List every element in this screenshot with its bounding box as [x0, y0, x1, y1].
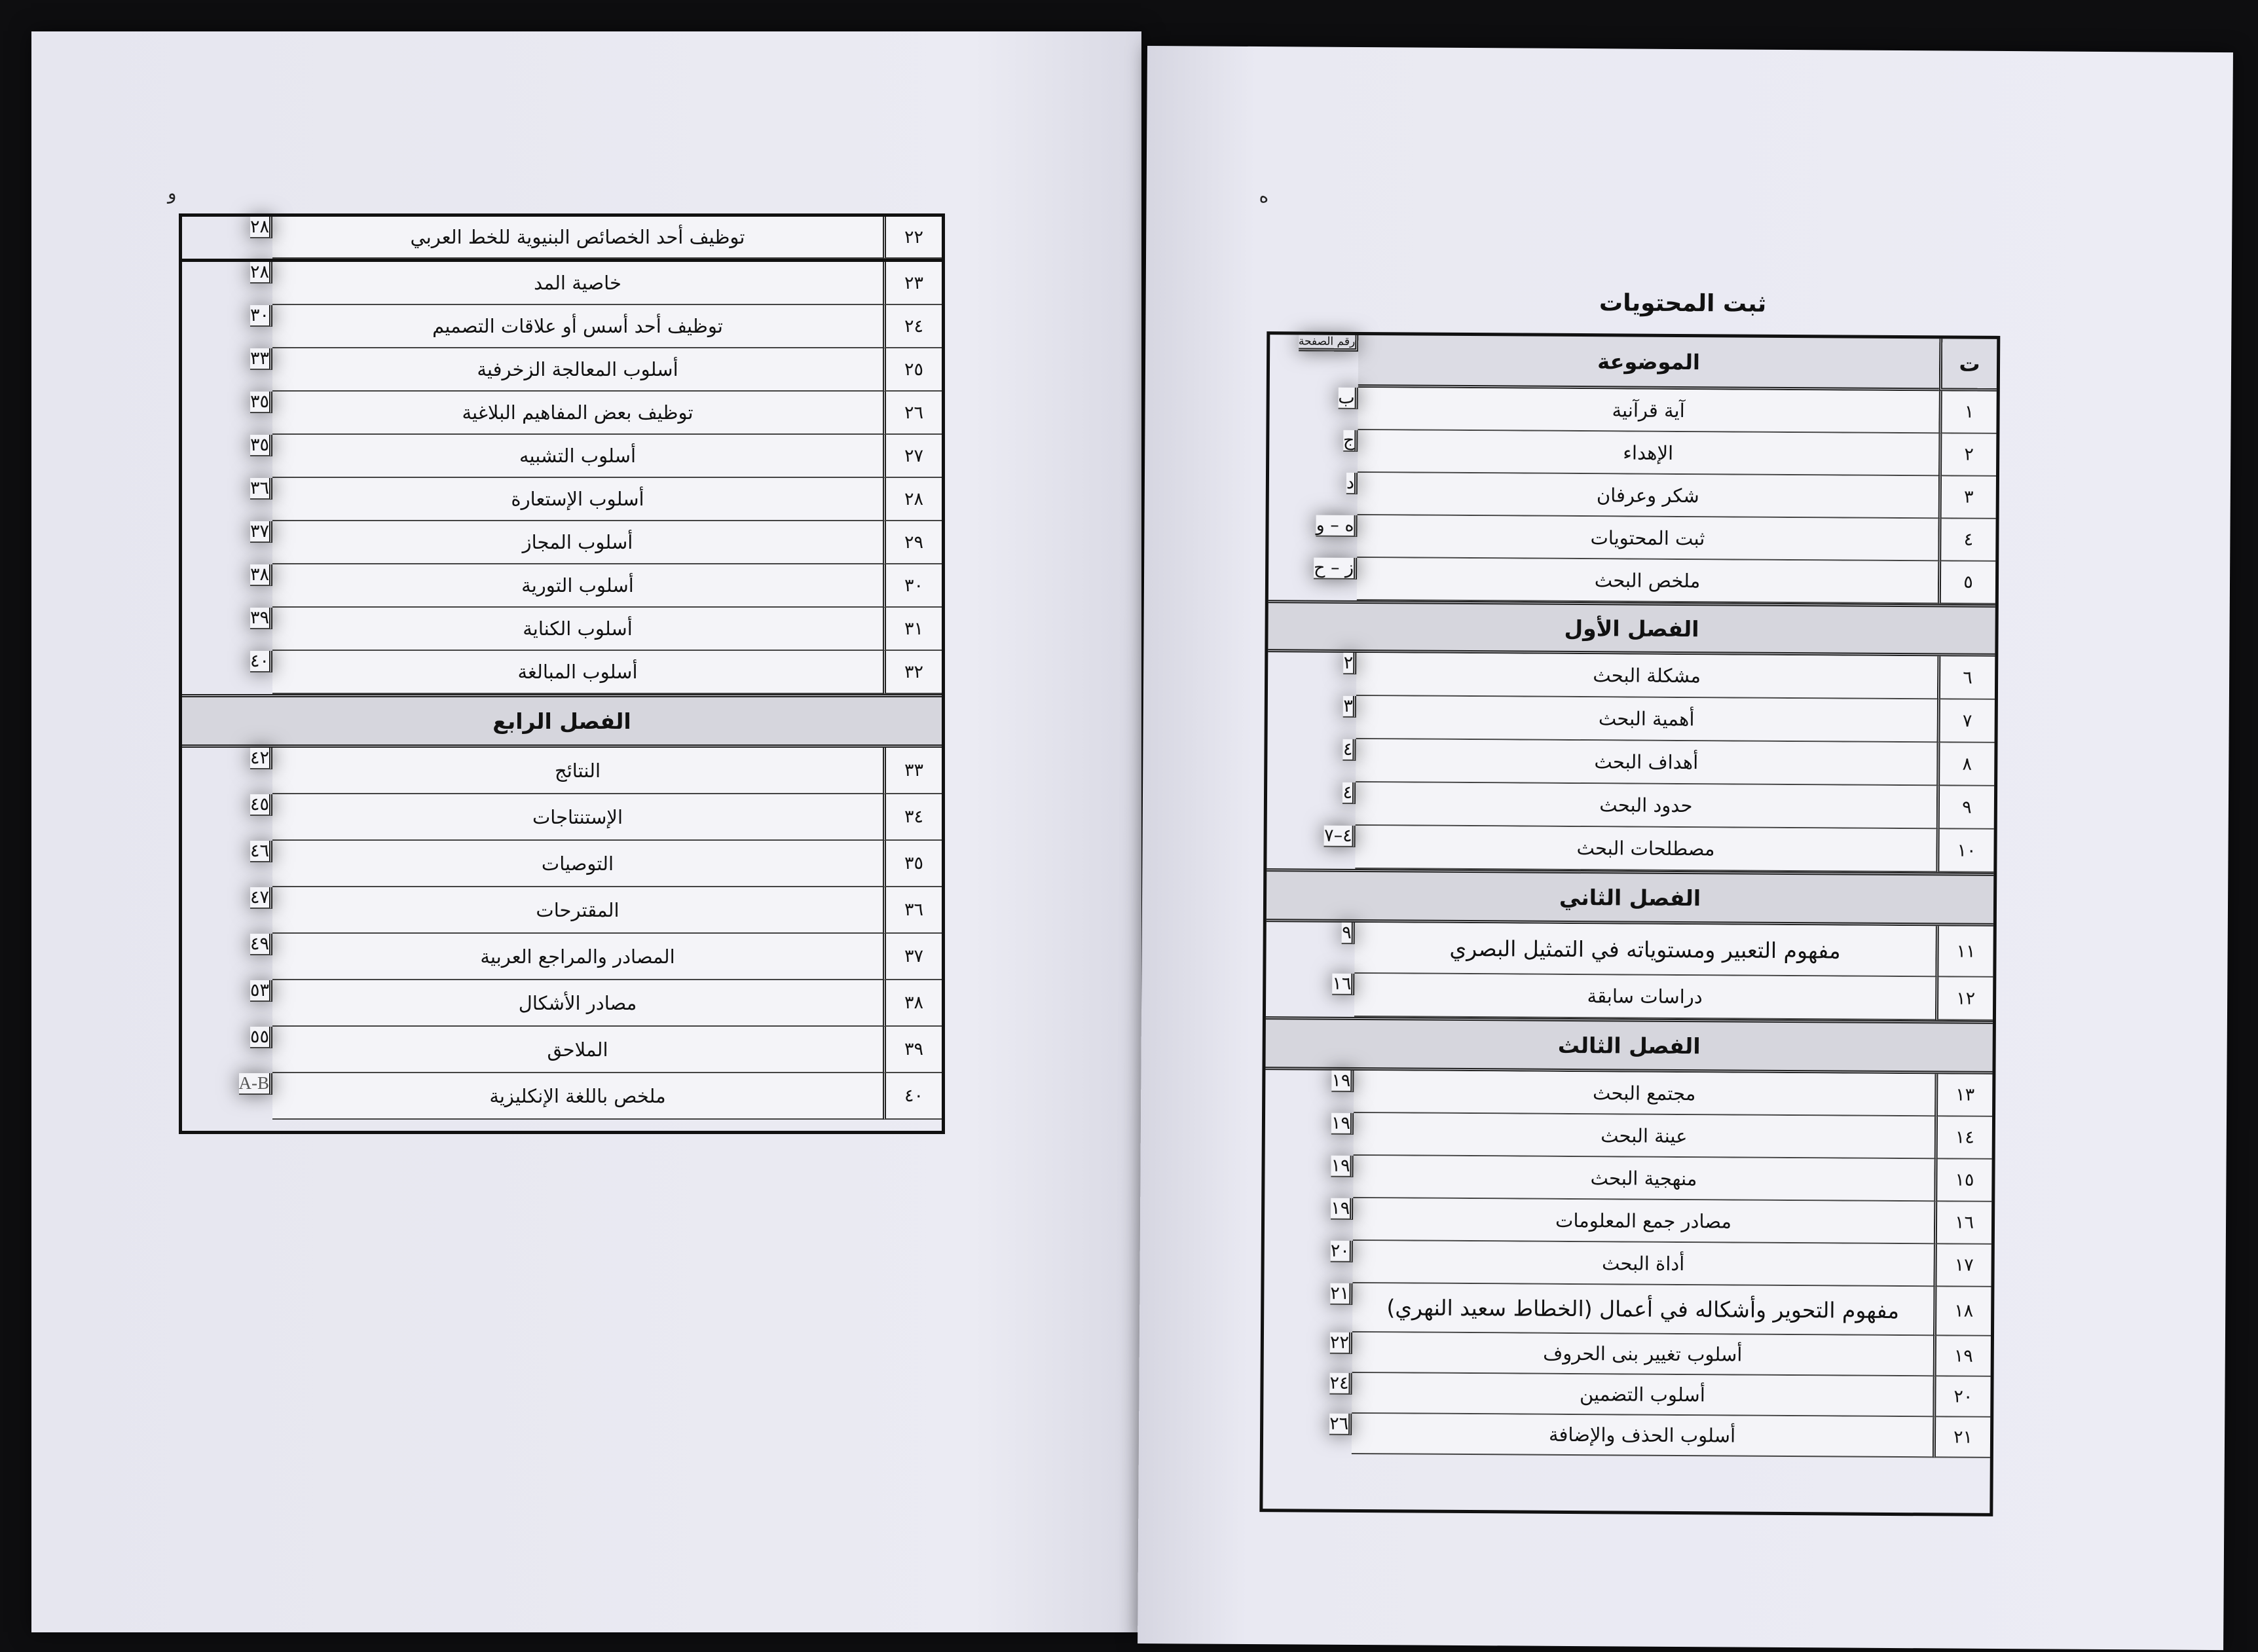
- row-number: ١٨: [1933, 1287, 1991, 1336]
- toc-row: [182, 478, 942, 521]
- row-topic: أسلوب المبالغة: [272, 651, 883, 694]
- row-topic: توظيف أحد الخصائص البنيوية للخط العربي: [272, 217, 883, 259]
- row-topic: أسلوب المعالجة الزخرفية: [272, 348, 883, 392]
- row-topic: أسلوب التشبيه: [272, 435, 883, 478]
- toc-table-right: [1263, 335, 1997, 1458]
- row-number: ٣٨: [883, 980, 942, 1027]
- row-number: ٢٤: [883, 305, 942, 348]
- toc-row: [182, 651, 942, 694]
- toc-table-left-block: [182, 262, 942, 1120]
- toc-row: [1263, 1372, 1990, 1418]
- row-page: ٢٤: [1329, 1373, 1352, 1395]
- row-number: ٢٨: [883, 478, 942, 521]
- row-topic: عينة البحث: [1354, 1113, 1934, 1159]
- header-page: رقم الصفحة: [1299, 335, 1359, 352]
- chapter-heading-row: [182, 694, 942, 748]
- toc-row: [1267, 739, 1994, 786]
- row-topic: آية قرآنية: [1358, 388, 1938, 433]
- row-page: ٢٨: [250, 262, 272, 284]
- row-page: ج: [1343, 430, 1358, 452]
- chapter-four-heading: الفصل الرابع: [182, 694, 942, 748]
- row-number: ٢٣: [883, 262, 942, 305]
- row-page: ٤٩: [250, 934, 272, 955]
- header-topic: الموضوعة: [1358, 335, 1939, 391]
- toc-row: [1269, 430, 1996, 477]
- row-number: ٢٩: [883, 521, 942, 564]
- row-topic: أهداف البحث: [1356, 739, 1936, 786]
- row-topic: شكر وعرفان: [1358, 473, 1938, 519]
- row-page: ب: [1338, 388, 1358, 409]
- row-number: ٥: [1938, 561, 1995, 604]
- row-topic: الملاحق: [272, 1027, 883, 1073]
- row-number: ٣٤: [883, 794, 942, 841]
- toc-row: [1268, 515, 1995, 562]
- row-page: ٣٣: [250, 348, 272, 370]
- row-page: ٢١: [1330, 1283, 1352, 1305]
- row-number: ٧: [1937, 699, 1995, 743]
- row-page: ٣٥: [250, 392, 272, 413]
- page-number-right: ه: [1259, 185, 1269, 208]
- chapter-one-heading: الفصل الأول: [1268, 600, 1995, 657]
- row-page: ه – و: [1316, 515, 1358, 537]
- row-topic: مفهوم التحوير وأشكاله في أعمال (الخطاط سعيد النهري): [1352, 1283, 1933, 1336]
- toc-row: [182, 348, 942, 392]
- row-number: ٣٩: [883, 1027, 942, 1073]
- row-number: ٣١: [883, 608, 942, 651]
- row-page: ١٩: [1331, 1113, 1354, 1135]
- page-number-left: و: [168, 182, 177, 204]
- row-page: ٤٢: [250, 748, 272, 769]
- row-number: ٨: [1936, 743, 1994, 786]
- row-topic: مشكلة البحث: [1356, 653, 1937, 699]
- row-topic: الإستنتاجات: [272, 794, 883, 841]
- toc-row: [1266, 922, 1993, 978]
- row-number: ٦: [1937, 656, 1995, 700]
- toc-row: [182, 521, 942, 564]
- row-topic: أسلوب الكناية: [272, 608, 883, 651]
- row-number: ١٣: [1934, 1074, 1992, 1117]
- row-number: ١٤: [1934, 1116, 1992, 1160]
- toc-row: [182, 262, 942, 305]
- row-topic: مصادر جمع المعلومات: [1353, 1198, 1934, 1244]
- toc-row: [1264, 1283, 1991, 1336]
- row-number: ٩: [1936, 786, 1994, 830]
- toc-row: [1265, 1070, 1992, 1117]
- toc-row: [1269, 472, 1996, 519]
- row-number: ٣٥: [883, 841, 942, 887]
- row-number: ٤: [1938, 519, 1995, 562]
- toc-row: [1265, 1112, 1992, 1160]
- toc-row: [182, 217, 942, 259]
- row-number: ١٢: [1935, 977, 1993, 1021]
- row-number: ٣٠: [883, 564, 942, 608]
- toc-row: [1268, 557, 1995, 604]
- row-number: ٣٢: [883, 651, 942, 694]
- toc-row: [182, 305, 942, 348]
- toc-row: [182, 435, 942, 478]
- toc-row: [1265, 1155, 1991, 1202]
- row-page: ٤: [1343, 739, 1356, 761]
- chapter-heading-row: [1265, 1016, 1992, 1074]
- toc-row: [1264, 1332, 1991, 1377]
- row-topic: توظيف أحد أسس أو علاقات التصميم: [272, 305, 883, 348]
- toc-row: [182, 841, 942, 887]
- toc-row: [182, 980, 942, 1027]
- row-topic: الإهداء: [1358, 430, 1938, 476]
- row-page: ١٦: [1332, 974, 1354, 995]
- row-page: ١٩: [1331, 1198, 1353, 1220]
- toc-row: [182, 1073, 942, 1120]
- left-page: [31, 31, 1141, 1632]
- row-topic: مصادر الأشكال: [272, 980, 883, 1027]
- row-page: ٢٨: [250, 217, 272, 238]
- row-topic: أسلوب التضمين: [1352, 1373, 1933, 1417]
- toc-row: [1267, 825, 1993, 873]
- row-page: ١٩: [1331, 1156, 1353, 1177]
- row-page: ٤٧: [250, 887, 272, 909]
- row-page: ٤٠: [250, 651, 272, 672]
- row-topic: المصادر والمراجع العربية: [272, 934, 883, 980]
- row-page: ز – ح: [1314, 558, 1357, 579]
- row-page: ٥٣: [250, 980, 272, 1002]
- row-topic: أسلوب المجاز: [272, 521, 883, 564]
- toc-row: [182, 1027, 942, 1073]
- row-page: ١٩: [1331, 1071, 1354, 1092]
- row-number: ٤٠: [883, 1073, 942, 1120]
- toc-row: [1263, 1413, 1990, 1458]
- row-page: ٢٦: [1329, 1414, 1352, 1435]
- toc-header-row: [1270, 335, 1997, 392]
- row-topic: أهمية البحث: [1356, 696, 1937, 743]
- row-number: ٢٠: [1933, 1376, 1990, 1418]
- row-page: A-B: [239, 1073, 273, 1095]
- toc-row: [1268, 652, 1995, 700]
- toc-row: [182, 564, 942, 608]
- toc-row: [1266, 973, 1993, 1021]
- row-number: ٢: [1938, 433, 1996, 477]
- row-topic: مصطلحات البحث: [1355, 826, 1936, 872]
- row-number: ١٥: [1934, 1159, 1991, 1202]
- row-page: ٣٠: [250, 305, 272, 327]
- toc-table-left-top: [182, 217, 942, 259]
- row-number: ٢٥: [883, 348, 942, 392]
- right-page: [1138, 46, 2233, 1650]
- row-number: ٣٦: [883, 887, 942, 934]
- row-number: ١١: [1935, 926, 1993, 978]
- row-topic: أسلوب التورية: [272, 564, 883, 608]
- row-page: ٣٧: [250, 521, 272, 543]
- row-topic: أسلوب الإستعارة: [272, 478, 883, 521]
- toc-row: [182, 608, 942, 651]
- row-number: ١٠: [1936, 829, 1993, 873]
- chapter-heading-row: [1268, 600, 1995, 657]
- row-number: ٢٧: [883, 435, 942, 478]
- row-number: ٣٣: [883, 748, 942, 794]
- row-topic: مفهوم التعبير ومستوياته في التمثيل البصري: [1354, 923, 1935, 977]
- chapter-two-heading: الفصل الثاني: [1267, 868, 1993, 927]
- row-number: ١٩: [1933, 1336, 1991, 1377]
- toc-row: [1265, 1198, 1991, 1245]
- toc-row: [182, 748, 942, 794]
- chapter-three-heading: الفصل الثالث: [1265, 1016, 1992, 1074]
- row-number: ٣: [1938, 476, 1996, 519]
- row-number: ٢١: [1933, 1417, 1990, 1458]
- toc-row: [1268, 695, 1995, 743]
- row-page: ٩: [1342, 923, 1355, 944]
- row-page: د: [1346, 473, 1358, 494]
- row-page: ٣٦: [250, 478, 272, 500]
- row-topic: توظيف بعض المفاهيم البلاغية: [272, 392, 883, 435]
- row-page: ٣٥: [250, 435, 272, 456]
- toc-row: [1264, 1240, 1991, 1287]
- row-page: ٤–٧: [1324, 826, 1356, 847]
- toc-row: [182, 794, 942, 841]
- row-number: ١: [1938, 391, 1996, 434]
- row-page: ٥٥: [250, 1027, 272, 1048]
- row-topic: ملخص البحث: [1357, 558, 1938, 604]
- toc-row: [1269, 387, 1996, 434]
- row-number: ١٧: [1933, 1244, 1991, 1287]
- row-topic: النتائج: [272, 748, 883, 794]
- row-page: ٤٦: [250, 841, 272, 862]
- row-topic: التوصيات: [272, 841, 883, 887]
- page-title: ثبت المحتويات: [1599, 289, 1767, 318]
- row-page: ٢٢: [1330, 1332, 1352, 1354]
- row-number: ٣٧: [883, 934, 942, 980]
- toc-row: [1267, 782, 1994, 830]
- row-topic: أسلوب تغيير بنى الحروف: [1352, 1332, 1933, 1376]
- row-topic: خاصية المد: [272, 262, 883, 305]
- row-page: ٣٩: [250, 608, 272, 629]
- row-topic: دراسات سابقة: [1354, 974, 1935, 1020]
- row-topic: حدود البحث: [1356, 782, 1936, 829]
- header-number: ت: [1939, 339, 1997, 392]
- row-topic: أسلوب الحذف والإضافة: [1352, 1414, 1933, 1458]
- row-topic: مجتمع البحث: [1354, 1071, 1934, 1116]
- row-topic: أداة البحث: [1352, 1241, 1933, 1287]
- toc-row: [182, 887, 942, 934]
- row-page: ٢: [1344, 653, 1357, 674]
- row-page: ٣٨: [250, 564, 272, 586]
- row-page: ٢٠: [1331, 1241, 1353, 1262]
- row-number: ٢٢: [883, 217, 942, 259]
- row-page: ٣: [1343, 696, 1356, 718]
- toc-row: [182, 934, 942, 980]
- row-number: ١٦: [1934, 1202, 1991, 1245]
- row-page: ٤: [1342, 782, 1356, 804]
- row-page: ٤٥: [250, 794, 272, 816]
- chapter-heading-row: [1267, 868, 1993, 927]
- row-topic: ثبت المحتويات: [1357, 515, 1938, 561]
- row-number: ٢٦: [883, 392, 942, 435]
- row-topic: منهجية البحث: [1353, 1156, 1934, 1202]
- row-topic: ملخص باللغة الإنكليزية: [272, 1073, 883, 1120]
- row-topic: المقترحات: [272, 887, 883, 934]
- toc-row: [182, 392, 942, 435]
